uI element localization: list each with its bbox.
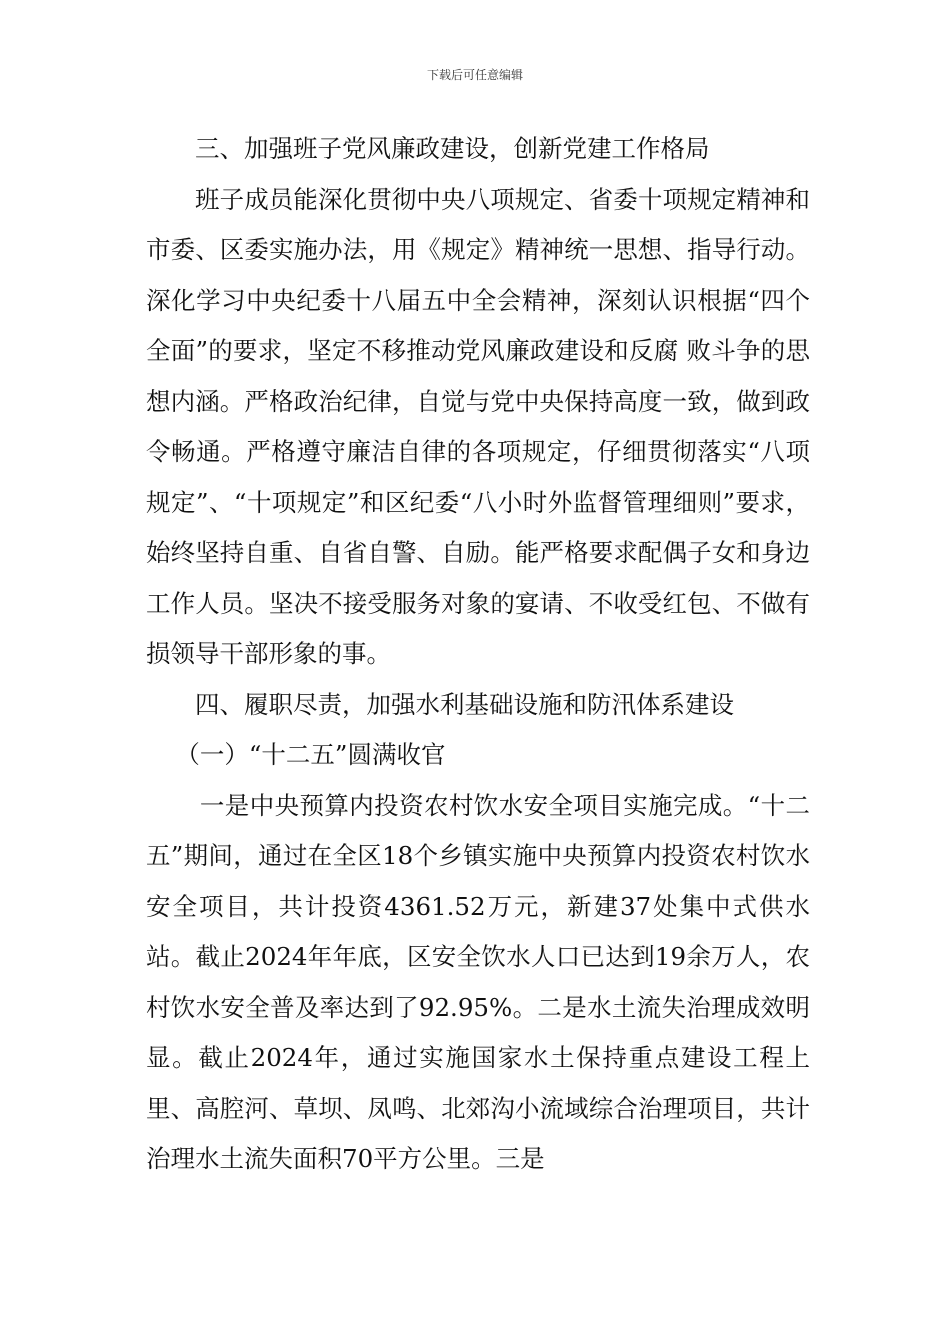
section-4-heading: 四、履职尽责，加强水利基础设施和防汛体系建设	[195, 689, 734, 719]
section-3-paragraph: 班子成员能深化贯彻中央八项规定、省委十项规定精神和市委、区委实施办法，用《规定》精神统一思想、指导行动。深化学习中央纪委十八届五中全会精神，深刻认识根据“四个全面”的要求，坚定不移推动党风廉政建设和反腐 败斗争的思想内涵。严格政治纪律，自觉与党中央保持高度一致，做到政令畅通。严格遵守廉洁自律的各项规定，仔细贯彻落实“八项规定”、“十项规定”和区纪委“八小时外监督管理细则”要求，始终坚持自重、自省自警、自励。能严格要求配偶子女和身边工作人员。坚决不接受服务对象的宴请、不收受红包、不做有损领导干部形象的事。	[146, 184, 810, 668]
section-3-heading: 三、加强班子党风廉政建设，创新党建工作格局	[195, 134, 710, 163]
section-4-subheading-1: （一）“十二五”圆满收官	[175, 740, 446, 769]
header-note: 下载后可任意编辑	[426, 68, 523, 82]
section-4-paragraph: 一是中央预算内投资农村饮水安全项目实施完成。“十二五”期间，通过在全区18个乡镇实施中央预算内投资农村饮水安全项目，共计投资4361.52万元，新建37处集中式供水站。截止2024年年底，区安全饮水人口已达到19余万人，农村饮水安全普及率达到了92.95%。二是水土流失治理成效明显。截止2024年，通过实施国家水土保持重点建设工程上里、高腔河、草坝、凤鸣、北郊沟小流域综合治理项目，共计治理水土流失面积70平方公里。三是	[146, 790, 810, 1173]
document-body	[146, 124, 810, 1185]
